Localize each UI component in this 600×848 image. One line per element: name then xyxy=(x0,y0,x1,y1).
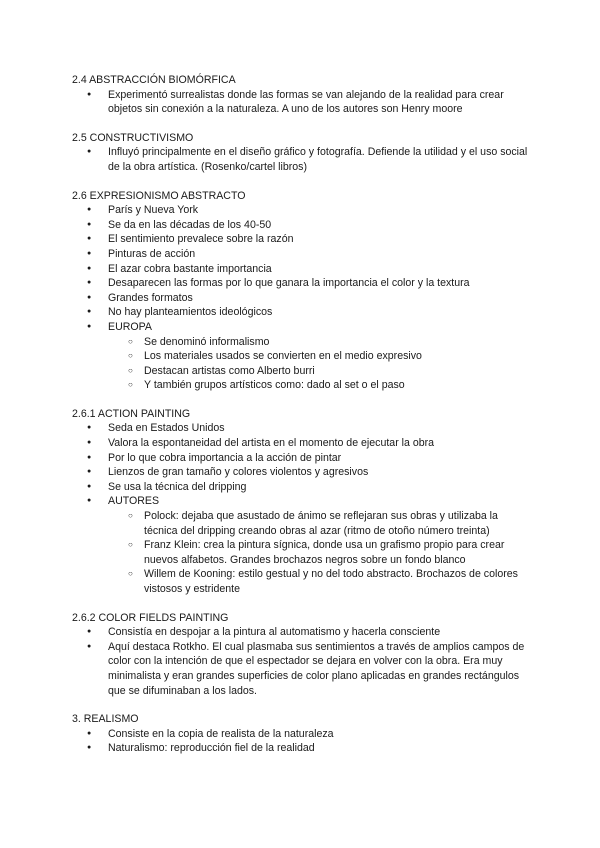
section xyxy=(72,407,530,597)
bullet-item: ● Se usa la técnica del dripping xyxy=(72,480,530,495)
sub-bullet-item: ○ Destacan artistas como Alberto burri xyxy=(72,364,530,379)
bullet-item: ● París y Nueva York xyxy=(72,203,530,218)
bullet-item: ● Desaparecen las formas por lo que ganara la importancia el color y la textura xyxy=(72,276,530,291)
bullet-item: ● El sentimiento prevalece sobre la razón xyxy=(72,232,530,247)
section-heading: 2.4 ABSTRACCIÓN BIOMÓRFICA xyxy=(72,74,236,86)
sub-bullet-item: ○ Y también grupos artísticos como: dado al set o el paso xyxy=(72,378,530,393)
bullet-item: ● Valora la espontaneidad del artista en el momento de ejecutar la obra xyxy=(72,436,530,451)
bullet-list xyxy=(72,727,530,756)
sub-bullet-item: ○ Willem de Kooning: estilo gestual y no del todo abstracto. Brochazos de colores vistosos y estridente xyxy=(72,567,530,596)
section xyxy=(72,611,530,699)
section xyxy=(72,189,530,393)
section-heading: 2.6.2 COLOR FIELDS PAINTING xyxy=(72,611,229,624)
bullet-list xyxy=(72,203,530,393)
bullet-item: ● AUTORES xyxy=(72,494,530,509)
bullet-item: ● Naturalismo: reproducción fiel de la realidad xyxy=(72,741,530,756)
bullet-item: ● Consistía en despojar a la pintura al automatismo y hacerla consciente xyxy=(72,625,530,640)
bullet-item: ● Aquí destaca Rotkho. El cual plasmaba sus sentimientos a través de amplios campos de color con la intención de que el espectador se dejara en volver con la obra. Era muy minimalista y eran grandes superficies de color plano aplicadas en grandes rectángulos que se difuminaban a los lados. xyxy=(72,640,530,698)
bullet-item: ● Experimentó surrealistas donde las formas se van alejando de la realidad para crear objetos sin conexión a la naturaleza. A uno de los autores son Henry moore xyxy=(72,88,530,117)
sub-bullet-item: ○ Polock: dejaba que asustado de ánimo se reflejaran sus obras y utilizaba la técnica del dripping creando obras al azar (ritmo de otoño número treinta) xyxy=(72,509,530,538)
bullet-item: ● Por lo que cobra importancia a la acción de pintar xyxy=(72,451,530,466)
bullet-list xyxy=(72,421,530,596)
bullet-list xyxy=(72,88,530,117)
sub-bullet-item: ○ Franz Klein: crea la pintura sígnica, donde usa un grafismo propio para crear nuevos alfabetos. Grandes brochazos negros sobre un fondo blanco xyxy=(72,538,530,567)
section xyxy=(72,73,530,117)
sub-bullet-item: ○ Se denominó informalismo xyxy=(72,335,530,350)
bullet-item: ● El azar cobra bastante importancia xyxy=(72,262,530,277)
bullet-item: ● Grandes formatos xyxy=(72,291,530,306)
bullet-item: ● No hay planteamientos ideológicos xyxy=(72,305,530,320)
bullet-item: ● Seda en Estados Unidos xyxy=(72,421,530,436)
bullet-item: ● Pinturas de acción xyxy=(72,247,530,262)
bullet-item: ● Se da en las décadas de los 40-50 xyxy=(72,218,530,233)
section xyxy=(72,712,530,756)
section-heading: 3. REALISMO xyxy=(72,713,139,726)
bullet-item: ● EUROPA xyxy=(72,320,530,335)
bullet-item: ● Lienzos de gran tamaño y colores violentos y agresivos xyxy=(72,465,530,480)
sub-bullet-list xyxy=(72,509,530,597)
bullet-list xyxy=(72,145,530,174)
section xyxy=(72,131,530,175)
section-heading: 2.5 CONSTRUCTIVISMO xyxy=(72,131,194,144)
section-heading: 2.6.1 ACTION PAINTING xyxy=(72,407,191,420)
sub-bullet-list xyxy=(72,335,530,393)
bullet-item: ● Consiste en la copia de realista de la naturaleza xyxy=(72,727,530,742)
bullet-item: ● Influyó principalmente en el diseño gráfico y fotografía. Defiende la utilidad y el uso social de la obra artística. (Rosenko/cartel libros) xyxy=(72,145,530,174)
sub-bullet-item: ○ Los materiales usados se convierten en el medio expresivo xyxy=(72,349,530,364)
section-heading: 2.6 EXPRESIONISMO ABSTRACTO xyxy=(72,189,246,202)
bullet-list xyxy=(72,625,530,698)
